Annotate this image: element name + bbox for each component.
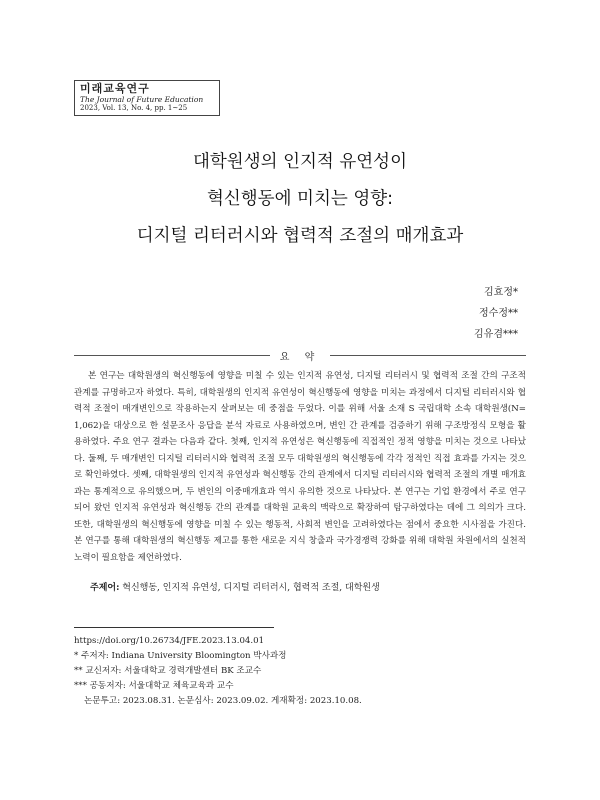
journal-name-english: The Journal of Future Education [80, 95, 204, 104]
keywords [90, 581, 380, 595]
author-2: 정수정** [479, 308, 518, 319]
journal-volume-info: 2023, Vol. 13, No. 4, pp. 1~25 [80, 104, 188, 112]
footnote-co-author: *** 공동저자: 서울대학교 체육교육과 교수 [74, 681, 234, 691]
author-list [474, 282, 518, 345]
abstract-text: 본 연구는 대학원생의 혁신행동에 영향을 미칠 수 있는 인지적 유연성, 디지털 리터러시 및 협력적 조절 간의 구조적 관계를 규명하고자 하였다. 특히, 대학원생의 인지적 유연성이 혁신행동에 영향을 미치는 과정에서 디지털 리터러시와 협력적 조절이 매개변인으로 작용하는지 살펴보는 데 중점을 두었다. 이를 위해 서울 소재 S 국립대학 소속 대학원생(N= 1,062)을 대상으로 한 설문조사 응답을 분석 자료로 사용하였으며, 변인 간 관계를 검증하기 위해 구조방정식 모형을 활용하였다. 주요 연구 결과는 다음과 같다. 첫째, 인지적 유연성은 혁신행동에 직접적인 정적 영향을 미치는 것으로 나타났다. 둘째, 두 매개변인 디지털 리터러시와 협력적 조절 모두 대학원생의 혁신행동에 각각 정적인 직접 효과를 가지는 것으로 확인하였다. 셋째, 대학원생의 인지적 유연성과 혁신행동 간의 관계에서 디지털 리터러시와 협력적 조절의 개별 매개효과는 통계적으로 유의했으며, 두 변인의 이중매개효과 역시 유의한 것으로 나타났다. 본 연구는 기업 환경에서 주로 연구되어 왔던 인지적 유연성과 혁신행동 간의 관계를 대학원 교육의 맥락으로 확장하여 탐구하였다는 데에 그 의의가 크다. 또한, 대학원생의 혁신행동에 영향을 미칠 수 있는 행동적, 사회적 변인을 고려하였다는 점에서 중요한 시사점을 가진다. 본 연구를 통해 대학원생의 혁신행동 제고를 통한 새로운 지식 창출과 국가경쟁력 강화를 위해 대학원 차원에서의 실천적 노력이 필요함을 제언하였다. [74, 371, 526, 563]
journal-header-box [74, 80, 220, 116]
journal-name-korean: 미래교육연구 [80, 82, 150, 95]
footnote-divider [74, 627, 274, 628]
title-line-1: 대학원생의 인지적 유연성이 [193, 152, 407, 172]
author-3: 김유겸*** [474, 329, 518, 340]
footnote-first-author: * 주저자: Indiana University Bloomington 박사과정 [74, 651, 287, 661]
abstract-heading-label: 요 약 [279, 352, 321, 363]
footnotes [74, 634, 362, 709]
keywords-label: 주제어: [90, 583, 120, 593]
title-line-2: 혁신행동에 미치는 영향: [206, 189, 394, 209]
doi-link[interactable]: https://doi.org/10.26734/JFE.2023.13.04.01 [74, 636, 265, 646]
footnote-corresponding-author: ** 교신저자: 서울대학교 경력개발센터 BK 조교수 [74, 666, 262, 676]
abstract-heading [74, 349, 526, 361]
paper-title [0, 144, 600, 255]
title-line-3: 디지털 리터러시와 협력적 조절의 매개효과 [136, 226, 464, 246]
keywords-text: 혁신행동, 인지적 유연성, 디지털 리터러시, 협력적 조절, 대학원생 [122, 583, 380, 593]
abstract-heading-rule-right [330, 355, 526, 356]
submission-dates: 논문투고: 2023.08.31. 논문심사: 2023.09.02. 게재확정: 2023.10.08. [84, 696, 362, 706]
author-1: 김효정* [484, 287, 518, 298]
